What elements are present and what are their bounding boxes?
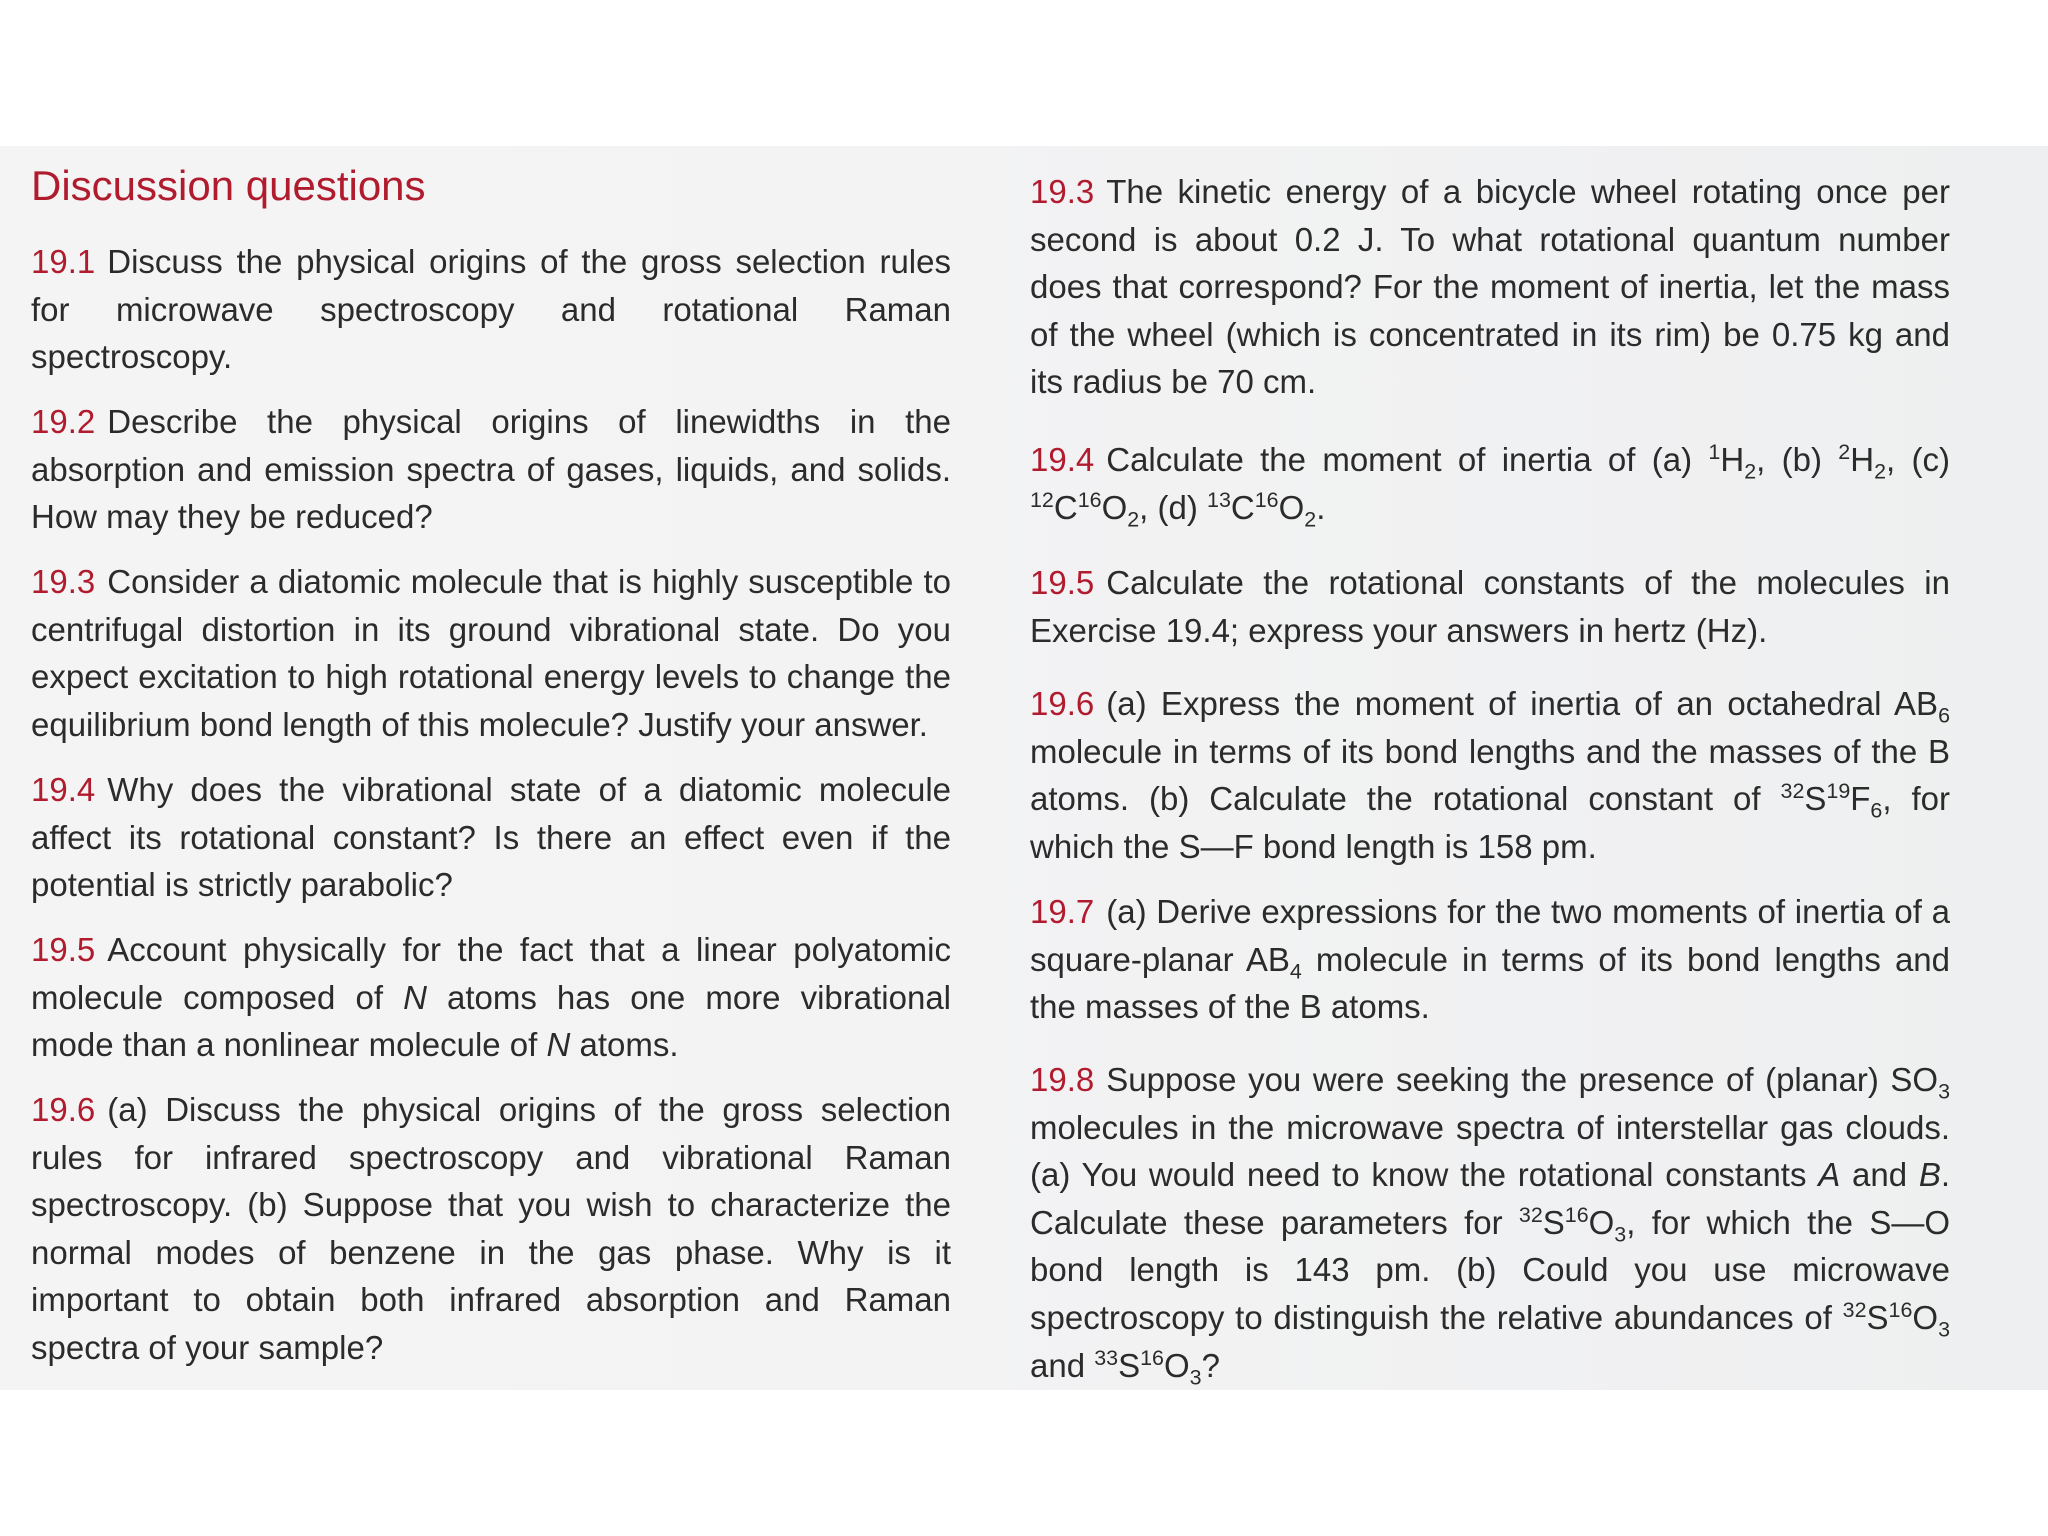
exercise-text: (a) Express the moment of inertia of an octahedral AB bbox=[1106, 685, 1939, 722]
element-symbol: S bbox=[1866, 1298, 1889, 1336]
exercise-19-8 bbox=[1030, 1056, 1950, 1389]
exercise-text: , (c) bbox=[1886, 441, 1950, 478]
element-symbol: O bbox=[1912, 1298, 1939, 1336]
exercise-19-4 bbox=[1030, 436, 1950, 531]
exercise-text: Suppose you were seeking the presence of (planar) SO bbox=[1106, 1061, 1939, 1098]
discussion-question-19-2 bbox=[31, 398, 951, 541]
subscript: 3 bbox=[1938, 1079, 1950, 1104]
subscript: 2 bbox=[1304, 507, 1317, 532]
mass-number: 16 bbox=[1564, 1202, 1589, 1227]
exercise-text: , (d) bbox=[1139, 488, 1198, 526]
question-text: atoms has one more vibrational mode than a nonlinear molecule of bbox=[31, 978, 951, 1064]
question-number: 19.6 bbox=[31, 1091, 96, 1128]
subscript: 2 bbox=[1127, 507, 1140, 532]
element-symbol: H bbox=[1720, 441, 1745, 478]
element-symbol: F bbox=[1850, 780, 1871, 818]
exercise-text: . Calculate these parameters for bbox=[1030, 1156, 1950, 1241]
question-number: 19.1 bbox=[31, 243, 96, 280]
exercise-number: 19.6 bbox=[1030, 685, 1095, 722]
mass-number: 13 bbox=[1207, 487, 1231, 512]
subscript: 2 bbox=[1744, 459, 1757, 484]
question-text: Describe the physical origins of linewidths in the absorption and emission spectra of gases, liquids, and solids. How may they be reduced? bbox=[31, 403, 951, 536]
mass-number: 1 bbox=[1708, 440, 1721, 465]
question-number: 19.5 bbox=[31, 931, 96, 968]
mass-number: 12 bbox=[1030, 487, 1054, 512]
question-number: 19.2 bbox=[31, 403, 96, 440]
exercise-text: and bbox=[1852, 1156, 1908, 1194]
subscript: 3 bbox=[1938, 1317, 1951, 1342]
question-text: Discuss the physical origins of the gross selection rules for microwave spectroscopy and rotational Raman spectroscopy. bbox=[31, 243, 951, 376]
mass-number: 16 bbox=[1140, 1345, 1164, 1370]
discussion-question-19-3 bbox=[31, 558, 951, 748]
exercise-text: ? bbox=[1201, 1346, 1220, 1384]
exercise-text: molecules in the microwave spectra of interstellar gas clouds. (a) You would need to know the rotational constants bbox=[1030, 1108, 1950, 1194]
variable-b: B bbox=[1918, 1156, 1941, 1194]
variable-a: A bbox=[1818, 1156, 1841, 1194]
exercise-text: , for which the S—F bond length is 158 pm. bbox=[1030, 780, 1950, 865]
exercise-text: The kinetic energy of a bicycle wheel rotating once per second is about 0.2 J. To what rotational quantum number does that correspond? For the moment of inertia, let the mass of the wheel (which is concentrated in its rim) be 0.75 kg and its radius be 70 cm. bbox=[1030, 173, 1950, 401]
exercise-19-3 bbox=[1030, 168, 1950, 406]
element-symbol: O bbox=[1278, 488, 1305, 526]
question-number: 19.4 bbox=[31, 771, 96, 808]
mass-number: 16 bbox=[1254, 487, 1279, 512]
question-text: (a) Discuss the physical origins of the gross selection rules for infrared spectroscopy and vibrational Raman spectroscopy. (b) Suppose that you wish to characterize the normal modes of benzene in the gas phase. Why is it important to obtain both infrared absorption and Raman spectra of your sample? bbox=[31, 1091, 951, 1366]
mass-number: 32 bbox=[1780, 779, 1805, 804]
mass-number: 16 bbox=[1077, 487, 1102, 512]
element-symbol: H bbox=[1850, 441, 1875, 478]
discussion-question-19-6 bbox=[31, 1086, 951, 1372]
question-text: Account physically for the fact that a linear polyatomic molecule composed of bbox=[31, 931, 951, 1016]
question-text: Consider a diatomic molecule that is highly susceptible to centrifugal distortion in its ground vibrational state. Do you expect excitation to high rotational energy levels to change the equilibrium bond length of this molecule? Justify your answer. bbox=[31, 563, 951, 743]
subscript: 2 bbox=[1874, 459, 1887, 484]
exercise-number: 19.5 bbox=[1030, 564, 1095, 601]
question-number: 19.3 bbox=[31, 563, 96, 600]
exercise-text: and bbox=[1030, 1346, 1086, 1384]
section-heading: Discussion questions bbox=[31, 162, 426, 209]
mass-number: 19 bbox=[1826, 779, 1851, 804]
exercise-19-7 bbox=[1030, 888, 1950, 1031]
subscript: 3 bbox=[1189, 1365, 1202, 1390]
element-symbol: O bbox=[1101, 488, 1128, 526]
exercise-text: Calculate the rotational constants of the molecules in Exercise 19.4; express your answers in hertz (Hz). bbox=[1030, 564, 1950, 649]
exercise-19-6 bbox=[1030, 680, 1950, 870]
element-symbol: O bbox=[1163, 1346, 1190, 1384]
variable-n: N bbox=[403, 978, 427, 1016]
mass-number: 32 bbox=[1842, 1298, 1867, 1323]
question-text: Why does the vibrational state of a diatomic molecule affect its rotational constant? Is there an effect even if the potential is strictly parabolic? bbox=[31, 771, 951, 904]
element-symbol: S bbox=[1118, 1346, 1141, 1384]
exercise-text: molecule in terms of its bond lengths and the masses of the B atoms. bbox=[1030, 940, 1950, 1026]
element-symbol: C bbox=[1053, 488, 1078, 526]
subscript: 4 bbox=[1289, 959, 1302, 984]
exercise-number: 19.8 bbox=[1030, 1061, 1095, 1098]
mass-number: 33 bbox=[1094, 1345, 1119, 1370]
exercise-text: Calculate the moment of inertia of (a) bbox=[1106, 441, 1693, 478]
element-symbol: C bbox=[1230, 488, 1255, 526]
exercise-number: 19.4 bbox=[1030, 441, 1095, 478]
mass-number: 32 bbox=[1518, 1202, 1543, 1227]
element-symbol: S bbox=[1804, 780, 1827, 818]
exercise-number: 19.7 bbox=[1030, 893, 1095, 930]
exercise-number: 19.3 bbox=[1030, 173, 1095, 210]
exercise-19-5 bbox=[1030, 559, 1950, 654]
exercise-text: (a) Derive expressions for the two moments of inertia of a square-planar AB bbox=[1030, 893, 1950, 978]
exercise-text: , for which the S—O bond length is 143 pm. (b) Could you use microwave spectroscopy to distinguish the relative abundances of bbox=[1030, 1203, 1950, 1336]
question-text: atoms. bbox=[579, 1026, 679, 1064]
discussion-question-19-1 bbox=[31, 238, 951, 381]
discussion-question-19-5 bbox=[31, 926, 951, 1069]
discussion-question-19-4 bbox=[31, 766, 951, 909]
textbook-page bbox=[0, 146, 2048, 1390]
mass-number: 16 bbox=[1888, 1298, 1913, 1323]
element-symbol: O bbox=[1588, 1203, 1615, 1241]
exercise-text: . bbox=[1316, 488, 1326, 526]
subscript: 3 bbox=[1614, 1222, 1627, 1247]
variable-n: N bbox=[546, 1026, 571, 1064]
subscript: 6 bbox=[1938, 703, 1950, 728]
exercise-text: , (b) bbox=[1756, 441, 1822, 478]
exercise-text: molecule in terms of its bond lengths and the masses of the B atoms. (b) Calculate the rotational constant of bbox=[1030, 732, 1950, 818]
subscript: 6 bbox=[1870, 798, 1883, 823]
mass-number: 2 bbox=[1838, 440, 1851, 465]
element-symbol: S bbox=[1542, 1203, 1565, 1241]
